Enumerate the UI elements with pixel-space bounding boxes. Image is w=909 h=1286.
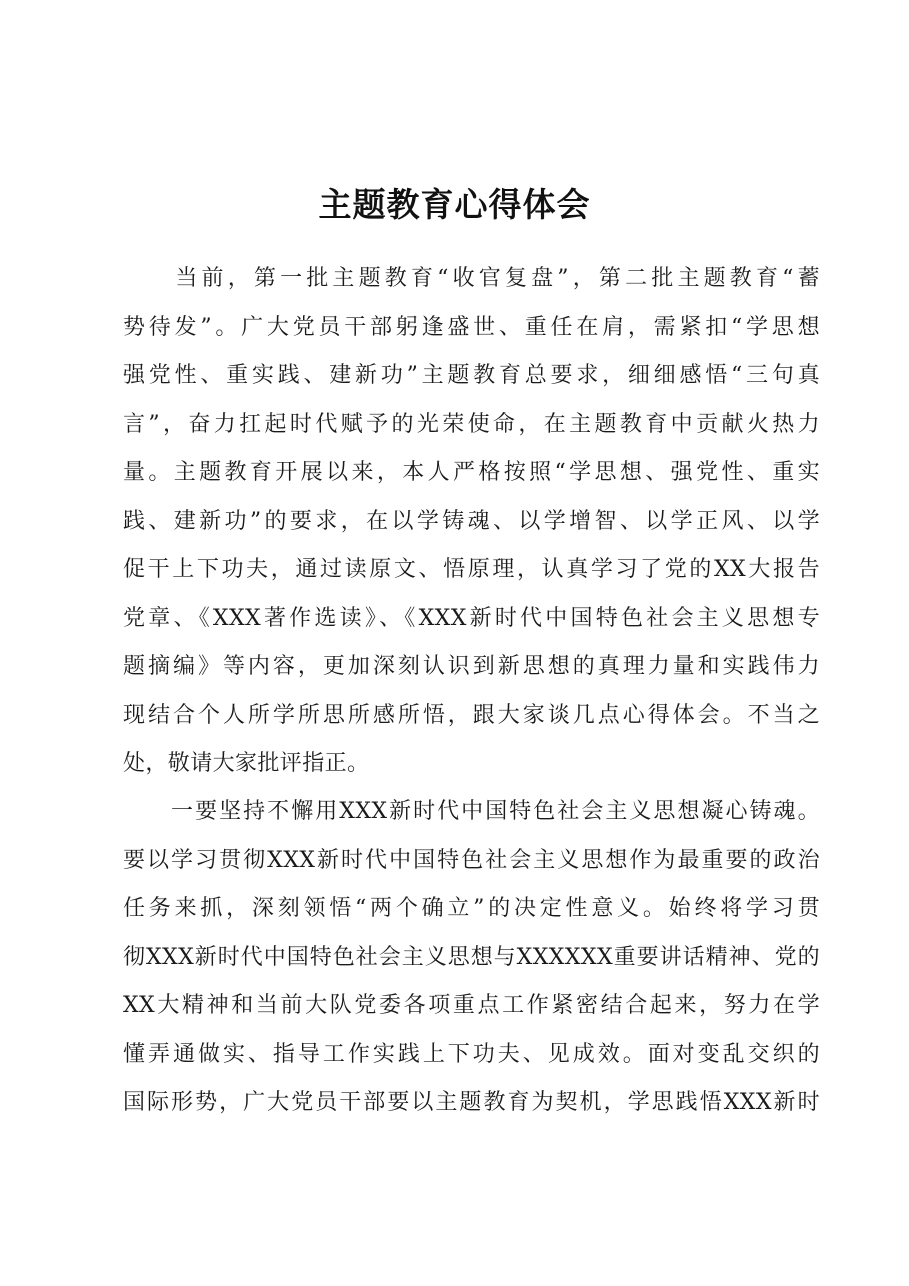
paragraph-line: 言”，奋力扛起时代赋予的光荣使命，在主题教育中贡献火热力: [123, 411, 820, 437]
paragraph-line: 促干上下功夫，通过读原文、悟原理，认真学习了党的XX大报告: [123, 557, 820, 582]
paragraph-line: 处，敬请大家批评指正。: [123, 751, 370, 776]
paragraph-line: 践、建新功”的要求，在以学铸魂、以学增智、以学正风、以学: [123, 508, 820, 534]
paragraph-line: 懂弄通做实、指导工作实践上下功夫、见成效。面对变乱交织的: [123, 1041, 820, 1067]
paragraph-line: 要以学习贯彻XXX新时代中国特色社会主义思想作为最重要的政治: [123, 847, 820, 873]
paragraph-line: 党章、《XXX著作选读》、《XXX新时代中国特色社会主义思想专: [123, 605, 820, 631]
paragraph-line: XX大精神和当前大队党委各项重点工作紧密结合起来，努力在学: [123, 993, 820, 1018]
document-title: 主题教育心得体会: [318, 185, 591, 224]
paragraph-line: 任务来抓，深刻领悟“两个确立”的决定性意义。始终将学习贯: [123, 896, 820, 921]
paragraph-line: 当前，第一批主题教育“收官复盘”，第二批主题教育“蓄: [123, 266, 820, 291]
paragraph-2: [123, 788, 820, 1128]
paragraph-1: [123, 255, 820, 789]
paragraph-line: 彻XXX新时代中国特色社会主义思想与XXXXXX重要讲话精神、党的: [123, 944, 820, 970]
paragraph-line: 一要坚持不懈用XXX新时代中国特色社会主义思想凝心铸魂。: [123, 799, 820, 824]
paragraph-line: 强党性、重实践、建新功”主题教育总要求，细细感悟“三句真: [123, 363, 820, 388]
paragraph-line: 现结合个人所学所思所感所悟，跟大家谈几点心得体会。不当之: [123, 702, 820, 728]
paragraph-line: 势待发”。广大党员干部躬逢盛世、重任在肩，需紧扣“学思想: [123, 314, 820, 340]
paragraph-line: 量。主题教育开展以来，本人严格按照“学思想、强党性、重实: [123, 460, 820, 485]
paragraph-line: 国际形势，广大党员干部要以主题教育为契机，学思践悟XXX新时: [123, 1090, 820, 1115]
paragraph-line: 题摘编》等内容，更加深刻认识到新思想的真理力量和实践伟力: [123, 654, 820, 679]
